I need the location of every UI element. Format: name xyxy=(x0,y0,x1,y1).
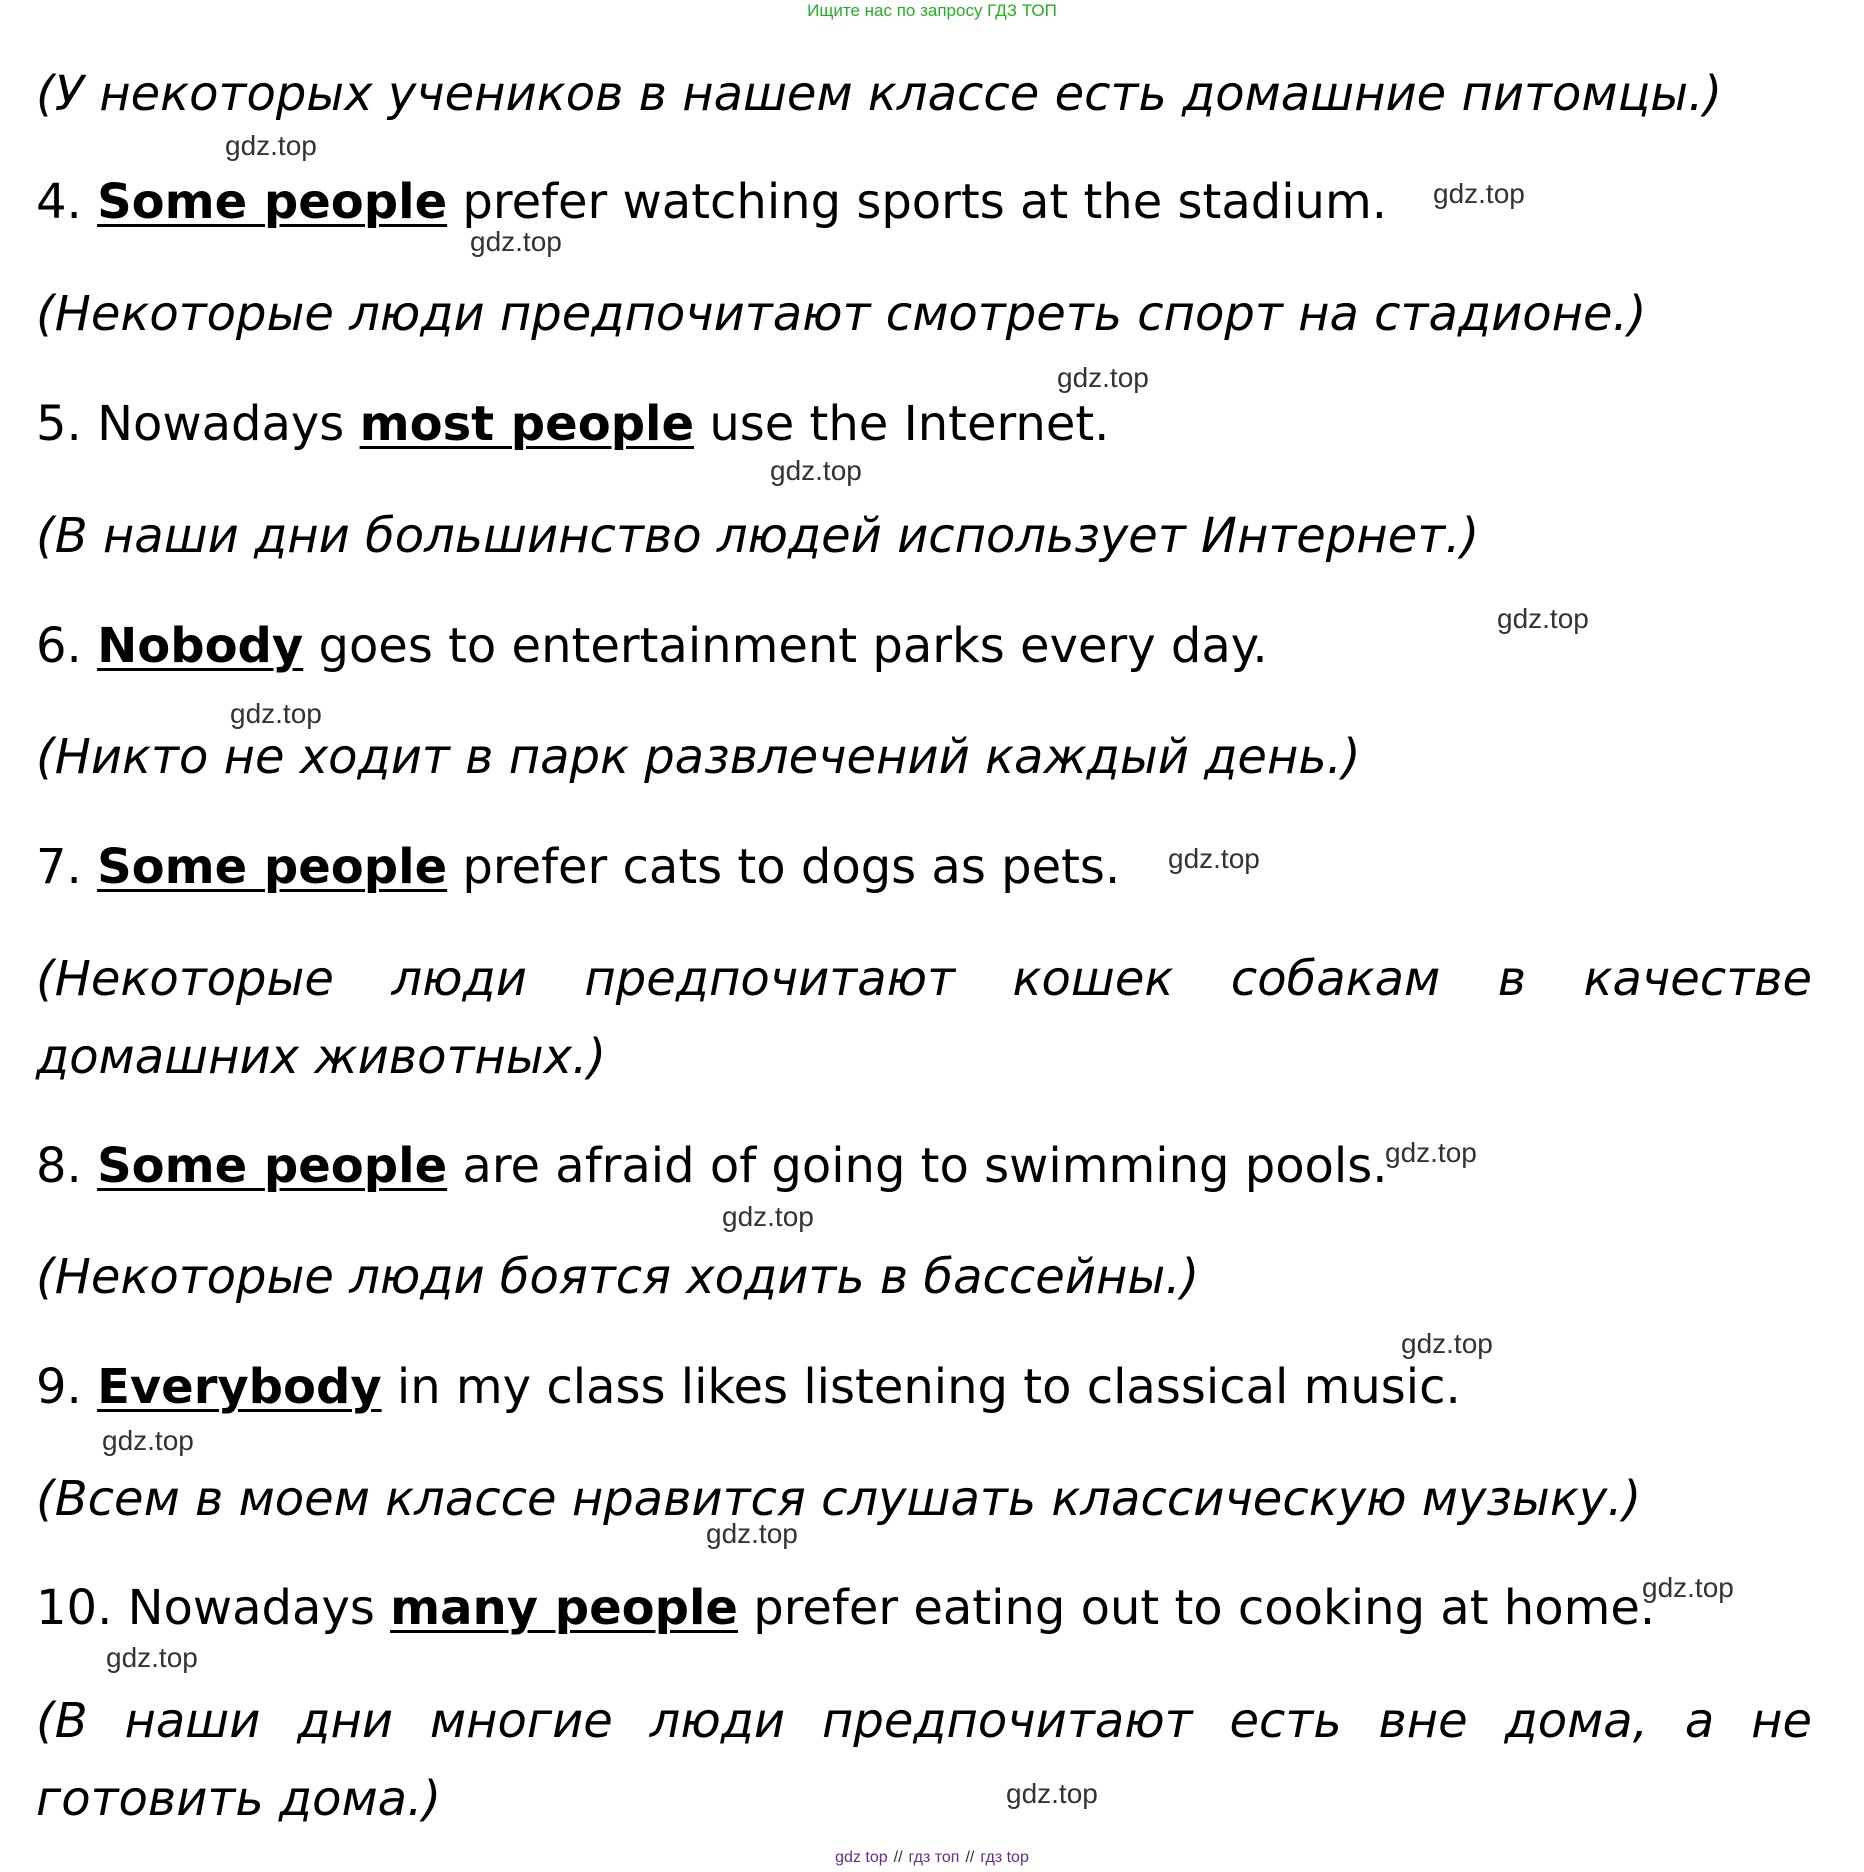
watermark: gdz.top xyxy=(1497,603,1589,634)
sentence-text: goes to entertainment parks every day. xyxy=(318,618,1268,674)
answer-word: Some people xyxy=(97,174,448,230)
sentence-text: prefer cats to dogs as pets. xyxy=(462,839,1121,895)
sentence-8 xyxy=(36,1138,1388,1194)
translation-4: (Некоторые люди предпочитают смотреть спорт на стадионе.) xyxy=(36,286,1647,342)
answer-word: Nobody xyxy=(97,618,304,674)
watermark: gdz.top xyxy=(1433,178,1525,209)
watermark: gdz.top xyxy=(470,226,562,257)
sentence-prefix: Nowadays xyxy=(97,396,345,452)
watermark: gdz.top xyxy=(770,455,862,486)
watermark: gdz.top xyxy=(230,698,322,729)
sentence-number: 5. xyxy=(36,396,82,452)
sentence-number: 7. xyxy=(36,839,82,895)
watermark: gdz.top xyxy=(1385,1137,1477,1168)
sentence-5 xyxy=(36,396,1110,452)
sentence-6 xyxy=(36,618,1268,674)
watermark: gdz.top xyxy=(225,130,317,161)
footer-watermark xyxy=(0,1849,1864,1867)
top-banner: Ищите нас по запросу ГДЗ ТОП xyxy=(807,1,1057,20)
watermark: gdz.top xyxy=(1057,362,1149,393)
sentence-number: 9. xyxy=(36,1359,82,1415)
watermark: gdz.top xyxy=(1168,843,1260,874)
translation-10-line-2: готовить дома.) xyxy=(36,1771,442,1827)
translation-9: (Всем в моем классе нравится слушать классическую музыку.) xyxy=(36,1471,1642,1527)
translation-8: (Некоторые люди боятся ходить в бассейны.) xyxy=(36,1249,1200,1305)
translation-6: (Никто не ходит в парк развлечений каждый день.) xyxy=(36,729,1361,785)
watermark: gdz.top xyxy=(706,1518,798,1549)
footer-separator: // xyxy=(893,1849,903,1866)
watermark: gdz.top xyxy=(722,1201,814,1232)
footer-separator: // xyxy=(965,1849,975,1866)
watermark: gdz.top xyxy=(1006,1778,1098,1809)
sentence-10 xyxy=(36,1580,1656,1636)
sentence-4 xyxy=(36,174,1387,230)
answer-word: many people xyxy=(390,1580,738,1636)
sentence-text: prefer watching sports at the stadium. xyxy=(462,174,1387,230)
sentence-number: 10. xyxy=(36,1580,113,1636)
sentence-text: are afraid of going to swimming pools. xyxy=(462,1138,1388,1194)
sentence-number: 6. xyxy=(36,618,82,674)
sentence-text: prefer eating out to cooking at home. xyxy=(753,1580,1656,1636)
footer-text-2: гдз топ xyxy=(908,1849,960,1866)
sentence-text: in my class likes listening to classical music. xyxy=(396,1359,1461,1415)
watermark: gdz.top xyxy=(106,1642,198,1673)
sentence-prefix: Nowadays xyxy=(127,1580,375,1636)
translation-7-line-2: домашних животных.) xyxy=(36,1029,607,1085)
watermark: gdz.top xyxy=(102,1425,194,1456)
translation-10-line-1: (В наши дни многие люди предпочитают есть вне дома, а не xyxy=(36,1693,1812,1749)
watermark: gdz.top xyxy=(1642,1572,1734,1603)
answer-word: most people xyxy=(359,396,695,452)
answer-word: Everybody xyxy=(97,1359,382,1415)
sentence-7 xyxy=(36,839,1121,895)
watermark: gdz.top xyxy=(1401,1328,1493,1359)
sentence-number: 8. xyxy=(36,1138,82,1194)
sentence-text: use the Internet. xyxy=(709,396,1110,452)
footer-text-1: gdz top xyxy=(835,1849,888,1866)
sentence-number: 4. xyxy=(36,174,82,230)
answer-word: Some people xyxy=(97,839,448,895)
answer-word: Some people xyxy=(97,1138,448,1194)
translation-3: (У некоторых учеников в нашем классе есть домашние питомцы.) xyxy=(36,66,1723,122)
translation-5: (В наши дни большинство людей использует Интернет.) xyxy=(36,508,1480,564)
footer-text-3: гдз top xyxy=(980,1849,1029,1866)
translation-7-line-1: (Некоторые люди предпочитают кошек собакам в качестве xyxy=(36,951,1812,1007)
sentence-9 xyxy=(36,1359,1461,1415)
